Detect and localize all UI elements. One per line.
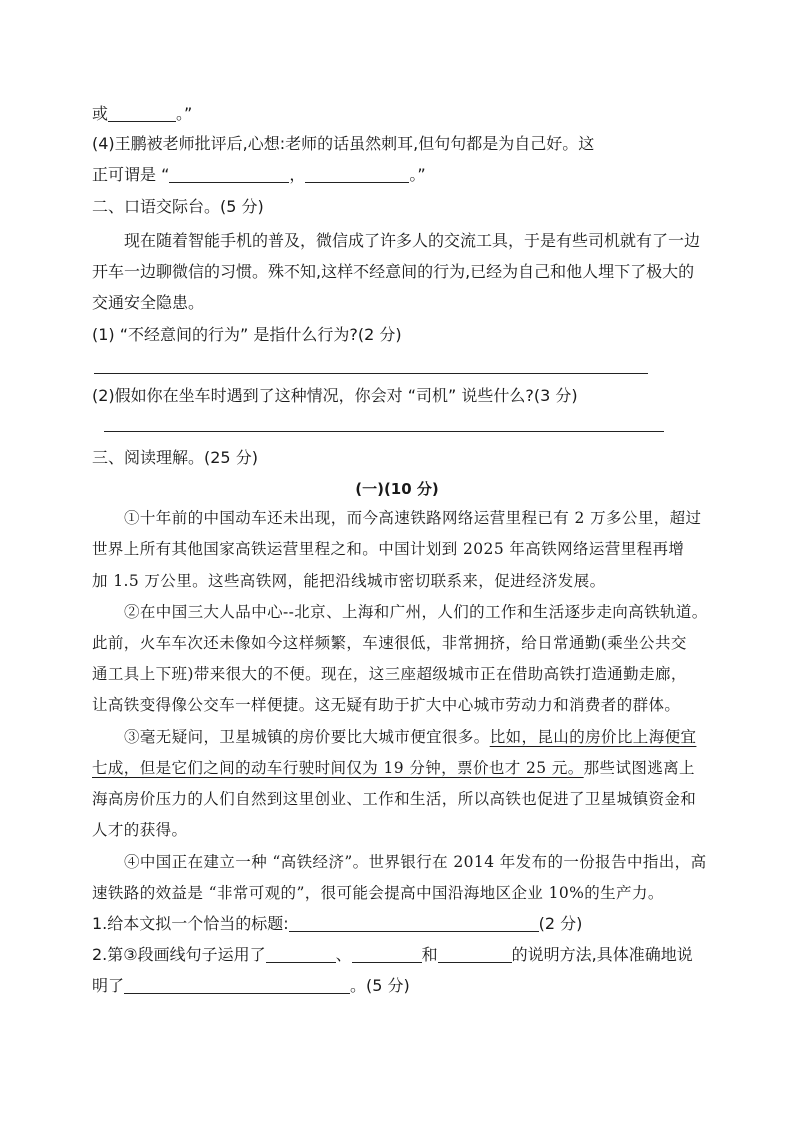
passage-line	[124, 727, 696, 747]
answer-blank[interactable]	[169, 166, 289, 183]
passage-line: 此前，火车车次还未像如今这样频繁，车速很低，非常拥挤，给日常通勤(乘坐公共交	[92, 634, 687, 652]
section-2-para-line: 交通安全隐患。	[92, 293, 205, 312]
answer-blank[interactable]	[124, 977, 350, 994]
passage-line: 加 1.5 万公里。这些高铁网，能把沿线城市密切联系来，促进经济发展。	[92, 572, 606, 590]
passage-text: 那些试图逃离上	[583, 759, 695, 777]
passage-line: ④中国正在建立一种 “高铁经济”。世界银行在 2014 年发布的一份报告中指出，高	[124, 853, 707, 871]
answer-blank[interactable]	[352, 946, 422, 963]
section-3-heading: 三、阅读理解。(25 分)	[92, 448, 258, 467]
passage-line	[92, 758, 695, 778]
question-text: 和	[421, 945, 438, 964]
passage-line: 通工具上下班)带来很大的不便。现在，这三座超级城市正在借助高铁打造通勤走廊，	[92, 665, 687, 683]
answer-blank[interactable]	[108, 105, 176, 122]
reading-question-1	[92, 914, 582, 934]
passage-line: ②在中国三大人品中心--北京、上海和广州，人们的工作和生活逐步走向高铁轨道。	[124, 603, 708, 621]
question-text: 明了	[92, 976, 125, 995]
section-2-para-line: 开车一边聊微信的习惯。殊不知,这样不经意间的行为,已经为自己和他人埋下了极大的	[92, 262, 695, 281]
question-score: 。(5 分)	[350, 976, 410, 995]
passage-line: 人才的获得。	[92, 821, 188, 839]
question-text: 的说明方法,具体准确地说	[511, 945, 693, 964]
q-line-3-prefix: 正可谓是 “	[92, 165, 170, 184]
q-line-1-suffix: 。”	[176, 104, 193, 123]
section-2-heading: 二、口语交际台。(5 分)	[92, 197, 264, 216]
answer-blank[interactable]	[266, 946, 336, 963]
passage-text: ③毫无疑问，卫星城镇的房价要比大城市便宜很多。	[124, 728, 490, 746]
q-line-1	[92, 104, 192, 124]
underlined-sentence: 比如，昆山的房价比上海便宜	[489, 728, 697, 746]
question-text: 2.第③段画线句子运用了	[92, 945, 266, 964]
q-line-2: (4)王鹏被老师批评后,心想:老师的话虽然刺耳,但句句都是为自己好。这	[92, 134, 595, 153]
section-2-question-1: (1) “不经意间的行为” 是指什么行为?(2 分)	[92, 325, 402, 344]
passage-line: 速铁路的效益是 “非常可观的”，很可能会提高中国沿海地区企业 10%的生产力。	[92, 884, 664, 902]
q-line-3	[92, 165, 426, 185]
answer-blank[interactable]	[289, 915, 539, 932]
q-line-3-suffix: 。”	[409, 165, 426, 184]
q-line-1-prefix: 或	[92, 104, 109, 123]
passage-line: 世界上所有其他国家高铁运营里程之和。中国计划到 2025 年高铁网络运营里程再增	[92, 540, 685, 558]
q-line-3-mid: ，	[289, 165, 306, 184]
section-2-para-line: 现在随着智能手机的普及，微信成了许多人的交流工具，于是有些司机就有了一边	[124, 231, 701, 250]
underlined-sentence: 七成，但是它们之间的动车行驶时间仅为 19 分钟，票价也才 25 元。	[92, 759, 584, 777]
answer-line[interactable]	[94, 373, 648, 374]
passage-line: 海高房价压力的人们自然到这里创业、工作和生活，所以高铁也促进了卫星城镇资金和	[92, 790, 697, 808]
question-score: (2 分)	[538, 914, 583, 933]
answer-blank[interactable]	[438, 946, 512, 963]
passage-line: 让高铁变得像公交车一样便捷。这无疑有助于扩大中心城市劳动力和消费者的群体。	[92, 696, 681, 714]
reading-question-2	[92, 945, 693, 965]
reading-question-2-cont	[92, 976, 410, 996]
answer-blank[interactable]	[305, 166, 409, 183]
answer-line[interactable]	[104, 431, 664, 432]
section-2-question-2: (2)假如你在坐车时遇到了这种情况，你会对 “司机” 说些什么?(3 分)	[92, 386, 578, 405]
question-text: 1.给本文拟一个恰当的标题:	[92, 914, 289, 933]
passage-subtitle: (一)(10 分)	[355, 480, 439, 498]
question-text: 、	[335, 945, 352, 964]
passage-line: ①十年前的中国动车还未出现，而今高速铁路网络运营里程已有 2 万多公里，超过	[124, 509, 702, 527]
